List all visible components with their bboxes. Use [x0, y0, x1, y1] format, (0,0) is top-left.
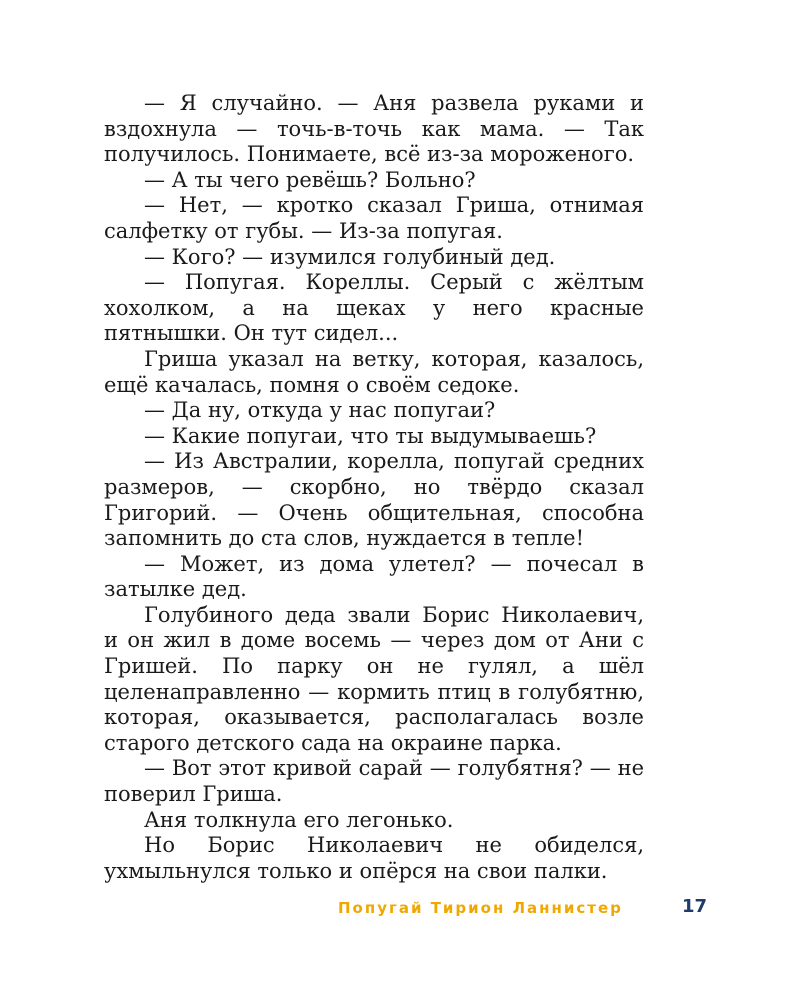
paragraph: — Кого? — изумился голубиный дед.: [144, 244, 556, 269]
paragraph: — А ты чего ревёшь? Больно?: [144, 167, 476, 192]
running-title: Попугай Тирион Ланнистер: [338, 899, 623, 917]
paragraph: Аня толкнула его легонько.: [144, 807, 454, 832]
paragraph: — Из Австралии, корелла, попугай средних размеров, — скорбно, но твёрдо сказал Григорий. — Очень общительная, способна запомнить до ста слов, нуждается в тепле!: [104, 449, 644, 551]
paragraph: — Вот этот кривой сарай — голубятня? — не поверил Гриша.: [104, 756, 644, 807]
paragraph: Голубиного деда звали Борис Николаевич, и он жил в доме восемь — через дом от Ани с Гришей. По парку он не гулял, а шёл целенаправленно — кормить птиц в голубятню, которая, оказывается, располагалась возле старого детского сада на окраине парка.: [104, 602, 644, 755]
paragraph: — Да ну, откуда у нас попугаи?: [144, 398, 496, 423]
paragraph: — Может, из дома улетел? — почесал в затылке дед.: [104, 551, 644, 602]
paragraph: — Нет, — кротко сказал Гриша, отнимая салфетку от губы. — Из-за попугая.: [104, 193, 644, 243]
paragraph: Но Борис Николаевич не обиделся, ухмыльнулся только и опёрся на свои палки.: [104, 833, 644, 883]
paragraph: Гриша указал на ветку, которая, казалось, ещё качалась, помня о своём седоке.: [104, 346, 644, 397]
paragraph: — Какие попугаи, что ты выдумываешь?: [144, 423, 597, 448]
page-number: 17: [682, 896, 708, 917]
body-text: [104, 91, 644, 884]
paragraph: — Я случайно. — Аня развела руками и вздохнула — точь-в-точь как мама. — Так получилось. Понимаете, всё из-за мороженого.: [104, 91, 644, 167]
paragraph: — Попугая. Кореллы. Серый с жёлтым хохолком, а на щеках у него красные пятнышки. Он тут сидел...: [104, 270, 644, 346]
